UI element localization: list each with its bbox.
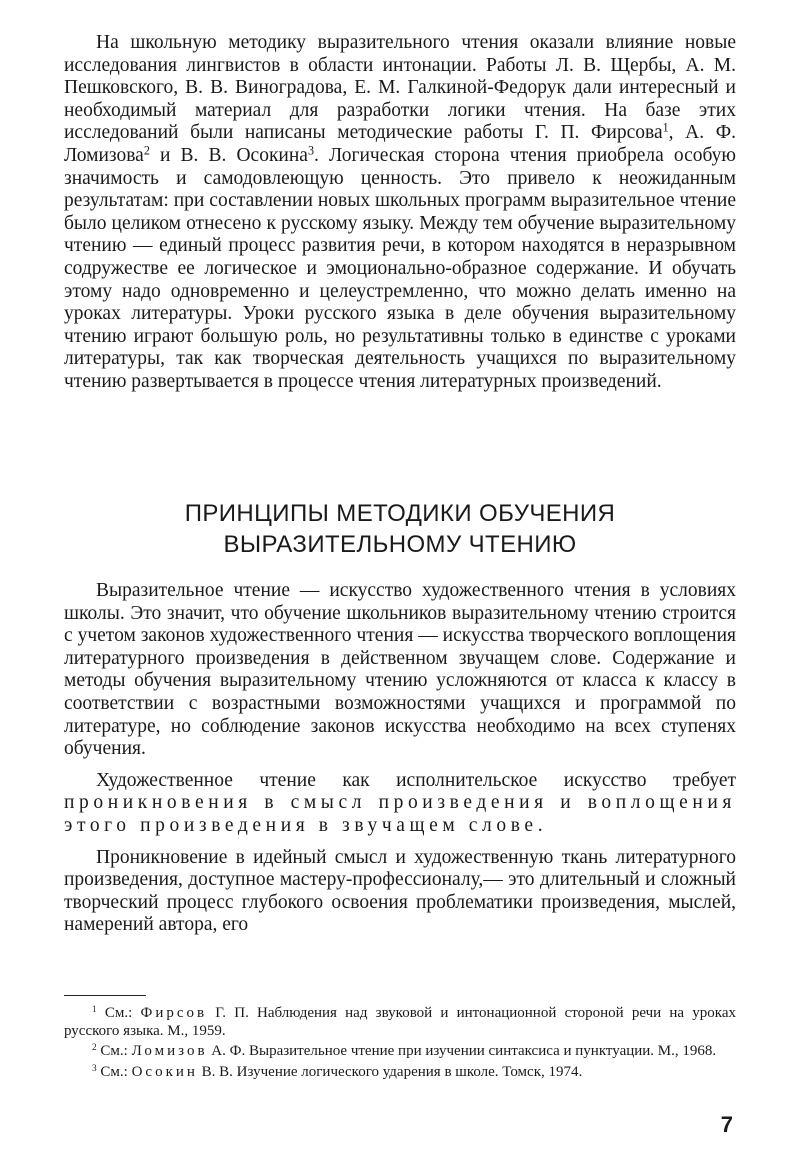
section-body [64, 580, 736, 946]
section-heading [64, 498, 736, 560]
section-heading-line-2: ВЫРАЗИТЕЛЬНОМУ ЧТЕНИЮ [223, 531, 577, 558]
footnote-1: $^1$ См.: Фирсов Г. П. Наблюдения над звуковой и интонационной стороной речи на уроках русского языка. М., 1959. [64, 1004, 736, 1039]
footnote-ref-3[interactable]: 3 [307, 143, 315, 158]
footnote-divider [64, 995, 146, 996]
footnote-3: $^3$ См.: Осокин В. В. Изучение логического ударения в школе. Томск, 1974. [92, 1063, 583, 1080]
section-heading-line-1: ПРИНЦИПЫ МЕТОДИКИ ОБУЧЕНИЯ [184, 500, 616, 527]
page-number: 7 [720, 1112, 733, 1137]
footnote-author: Ломизов [131, 1043, 208, 1059]
footnote-2: $^2$ См.: Ломизов А. Ф. Выразительное чтение при изучении синтаксиса и пунктуации. М., 1968. [92, 1042, 717, 1059]
footnotes [64, 1005, 736, 1084]
paragraph-penetration: Проникновение в идейный смысл и художественную ткань литературного произведения, доступное мастеру-профессионалу,— это длительный и сложный творческий процесс глубокого освоения проблематики произведения, мыслей, намерений автора, его [64, 846, 736, 936]
footnote-ref-2[interactable]: 2 [143, 143, 150, 158]
paragraph-performing-art: Художественное чтение как исполнительское искусство требует проникновения в смысл произведения и воплощения этого произведения в звучащем слове. [64, 769, 736, 836]
footnote-ref-1[interactable]: 1 [662, 120, 669, 135]
paragraph-definition: Выразительное чтение — искусство художественного чтения в условиях школы. Это значит, что обучение школьников выразительному чтению строится с учетом законов художественного чтения — искусства творческого воплощения литературного произведения в действенном звучащем слове. Содержание и методы обучения выразительному чтению усложняются от класса к классу в соответствии с возрастными возможностями учащихся и программой по литературе, но соблюдение законов искусства необходимо на всех ступенях обучения. [64, 580, 736, 760]
paragraph-intonation-research: На школьную методику выразительного чтения оказали влияние новые исследования лингвистов в области интонации. Работы Л. В. Щербы, А. М. Пешковского, В. В. Виноградова, Е. М. Галкиной-Федорук дали интересный и необходимый материал для разработки логики чтения. На базе этих исследований были написаны методические работы Г. П. Фирсова$^1$, А. Ф. Ломизова$^2$ и В. В. Осокина$^3$. Логическая сторона чтения приобрела особую значимость и самодовлеющую ценность. Это привело к неожиданным результатам: при составлении новых школьных программ выразительное чтение было целиком отнесено к русскому языку. Между тем обучение выразительному чтению — единый процесс развития речи, в котором находятся в неразрывном содружестве ее логическое и эмоционально-образное содержание. И обучать этому надо одновременно и целеустремленно, что можно делать именно на уроках литературы. Уроки русского языка в деле обучения выразительному чтению играют большую роль, но результативны только в единстве с уроками литературы, так как творческая деятельность учащихся по выразительному чтению развертывается в процессе чтения литературных произведений. [64, 32, 737, 392]
footnote-author: Фирсов [140, 1005, 208, 1021]
footnote-author: Осокин [131, 1063, 198, 1080]
spaced-emphasis-text: проникновения в смысл произведения и воплощения этого произведения в звучащем слове [64, 792, 736, 836]
intro-paragraph-block [64, 32, 736, 394]
